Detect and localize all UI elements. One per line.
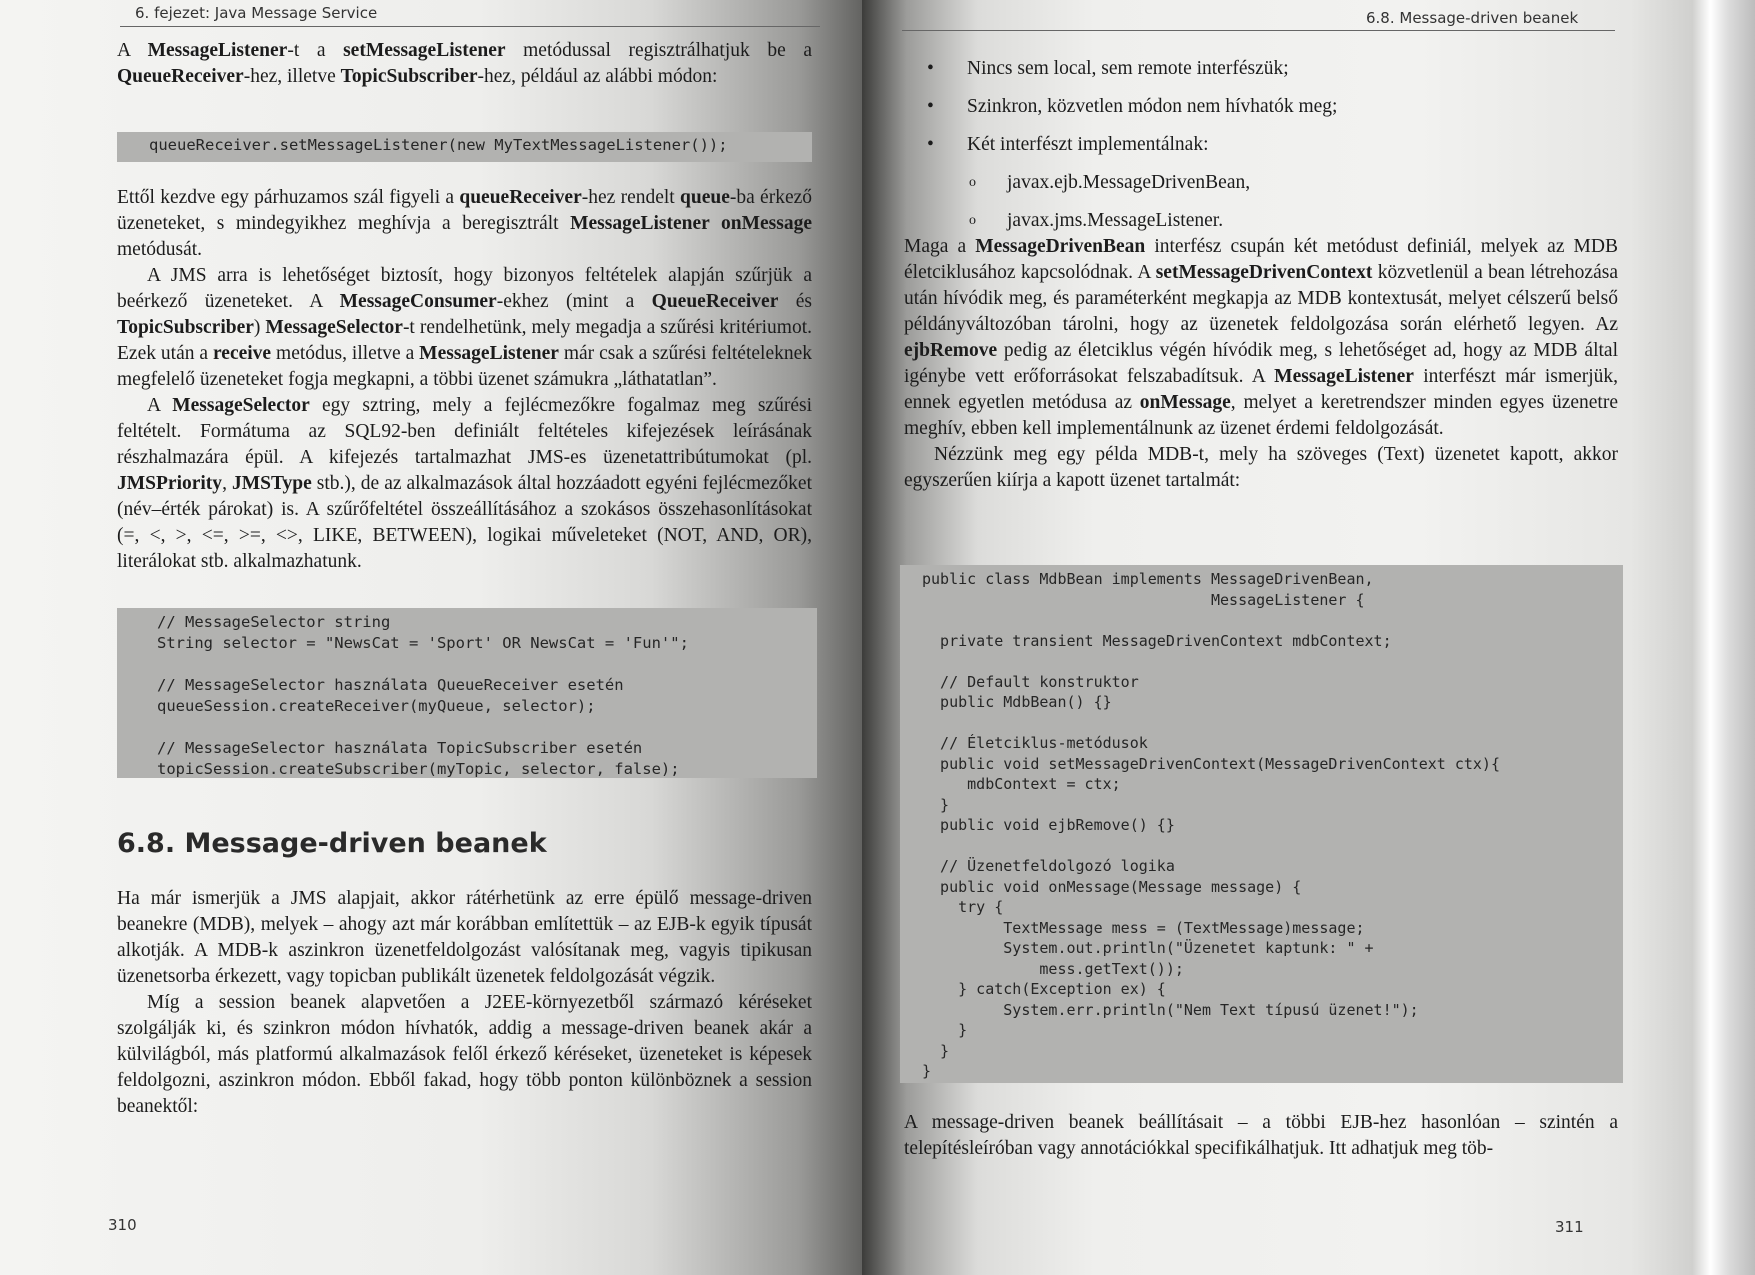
text-run: metódusát. — [117, 239, 203, 260]
paragraph-example-intro — [904, 442, 1618, 494]
text-block-filtering — [117, 185, 812, 575]
text-run: metódussal regisztrálhatjuk be a — [505, 40, 812, 61]
bold-term: JMSPriority — [117, 473, 223, 494]
code-line: } — [922, 1041, 950, 1060]
text-run: Maga a — [904, 236, 976, 257]
code-line: public void onMessage(Message message) { — [922, 877, 1302, 896]
bold-term: QueueReceiver — [651, 291, 779, 312]
text-run: -hez rendelt — [581, 187, 680, 208]
bold-term: queueReceiver — [459, 187, 582, 208]
list-item — [927, 164, 1567, 202]
bold-term: TopicSubscriber — [117, 317, 254, 338]
text-run: interfészt már ismerjük, ennek egyetlen metódusa az — [904, 366, 1619, 413]
header-rule-left — [120, 26, 820, 27]
text-run: Nézzünk meg egy példa MDB-t, mely ha szöveges (Text) üzenetet kapott, akkor egyszerűen kiírja a kapott üzenet tartalmát: — [904, 444, 1618, 491]
code-line — [922, 610, 1623, 631]
text-block-intro — [117, 38, 812, 90]
paragraph-listener-thread — [117, 185, 812, 263]
code-line: public void ejbRemove() {} — [922, 816, 1175, 834]
left-page — [0, 0, 868, 1275]
text-run: metódus, illetve a — [271, 343, 420, 364]
code-line: // Üzenetfeldolgozó logika — [922, 857, 1175, 875]
code-line — [922, 836, 1623, 857]
text-run: A message-driven beanek beállításait – a többi EJB-hez hasonlóan – szintén a telepítésleíróban vagy annotációkkal specifikálhatjuk. Itt adhatjuk meg töb- — [904, 1112, 1618, 1159]
text-run: , — [222, 473, 232, 494]
paragraph-mdb-intro — [117, 886, 812, 990]
paragraph-session-vs-mdb — [117, 990, 812, 1120]
text-block-mdb-interface — [904, 234, 1618, 494]
code-line: System.out.println("Üzenetet kaptunk: " + — [922, 939, 1374, 957]
bold-term: ejbRemove — [904, 340, 998, 361]
bold-term: setMessageListener — [343, 40, 506, 61]
code-line: mdbContext = ctx; — [922, 775, 1121, 793]
code-line: topicSession.createSubscriber(myTopic, selector, false); — [157, 760, 680, 778]
list-item — [927, 126, 1567, 164]
bullet-icon: • — [927, 96, 934, 117]
paragraph-settings — [904, 1110, 1618, 1162]
code-line: try { — [922, 898, 1004, 916]
code-line: mess.getText()); — [922, 959, 1184, 978]
right-page — [862, 0, 1755, 1275]
paragraph-selector-format — [117, 393, 812, 575]
text-run: Míg a session beanek alapvetően a J2EE-környezetből származó kéréseket szolgálják ki, és szinkron módon hívhatók, addig a message-driven beanek akár a külvilágból, más platformú alkalmazások felől érkező kéréseket, üzeneteket is képesek feldolgozni, aszinkron módon. Ebből fakad, hogy több ponton különböznek a session beanektől: — [117, 992, 812, 1117]
text-block-settings — [904, 1110, 1618, 1162]
text-run: -t a — [287, 40, 344, 61]
list-item — [927, 88, 1567, 126]
code-line: public MdbBean() {} — [922, 693, 1112, 711]
code-line: // MessageSelector használata QueueReceiver esetén — [157, 676, 624, 694]
bold-term: queue — [680, 187, 730, 208]
text-run: pedig az életciklus végén hívódik meg, s lehetőséget ad, hogy az MDB által igénybe vett erőforrásokat felszabadítsuk. A — [904, 340, 1618, 387]
code-block-mdb-example — [900, 565, 1623, 1083]
code-line: } catch(Exception ex) { — [922, 980, 1166, 998]
bold-term: MessageConsumer — [339, 291, 497, 312]
text-run: -ba érkező üzeneteket, s mindegyikhez meghívja a beregisztrált — [117, 187, 812, 234]
code-line: public class MdbBean implements MessageDrivenBean, — [922, 570, 1374, 588]
text-run: -ekhez (mint a — [496, 291, 652, 312]
paragraph-message-selector — [117, 263, 812, 393]
text-run: közvetlenül a bean létrehozása után hívódik meg, és paraméterként megkapja az MDB kontextusát, melyet célszerű belső példányváltozóban tárolni, hogy az üzenetek feldolgozása során elérhető legyen. Az — [904, 262, 1618, 335]
code-line: System.err.println("Nem Text típusú üzenet!"); — [922, 1000, 1419, 1019]
paragraph-intro — [117, 38, 812, 90]
bold-term: QueueReceiver — [117, 66, 244, 87]
text-run: A — [147, 395, 173, 416]
code-line — [922, 713, 1623, 734]
page-number-right: 311 — [1555, 1218, 1584, 1236]
code-line: MessageListener { — [922, 590, 1365, 609]
bold-term: MessageDrivenBean — [975, 236, 1146, 257]
bold-term: onMessage — [1139, 392, 1231, 413]
bold-term: MessageSelector — [265, 317, 403, 338]
code-line: queueReceiver.setMessageListener(new MyTextMessageListener()); — [149, 136, 728, 154]
code-line: } — [922, 1062, 932, 1080]
text-run: A JMS arra is lehetőséget biztosít, hogy bizonyos feltételek alapján szűrjük a beérkező üzeneteket. A — [117, 265, 812, 312]
text-run: és — [778, 291, 812, 312]
code-line: } — [922, 1021, 968, 1039]
code-line — [922, 651, 1623, 672]
bold-term: JMSType — [231, 473, 312, 494]
running-head-left: 6. fejezet: Java Message Service — [135, 4, 378, 22]
text-run: már csak a szűrési feltételeknek megfelelő üzeneteket fogja megkapni, a többi üzenet számukra „láthatatlan”. — [117, 343, 813, 390]
list-item-text: Szinkron, közvetlen módon nem hívhatók meg; — [967, 96, 1338, 117]
running-head-right: 6.8. Message-driven beanek — [1366, 9, 1579, 27]
header-rule-right — [902, 30, 1615, 31]
text-run: -hez, illetve — [243, 66, 341, 87]
text-run: Ettől kezdve egy párhuzamos szál figyeli a — [117, 187, 460, 208]
code-line: // Életciklus-metódusok — [922, 734, 1148, 752]
text-run: Ha már ismerjük a JMS alapjait, akkor rátérhetünk az erre épülő message-driven beanekre (MDB), melyek – ahogy azt már korábban említettük – az EJB-k egyik típusát alkotják. A MDB-k aszinkron üzenetfeldolgozást valósítanak meg, vagyis tipikusan üzenetsorba érkezett, vagy topicban publikált üzenetek feldolgozását végzik. — [117, 888, 812, 987]
paragraph-mdb-interface — [904, 234, 1618, 442]
list-item — [927, 50, 1567, 88]
text-run: ) — [253, 317, 266, 338]
text-block-mdb-intro — [117, 886, 812, 1120]
code-block-set-listener — [117, 132, 812, 162]
bold-term: MessageSelector — [172, 395, 310, 416]
text-run: -hez, például az alábbi módon: — [477, 66, 718, 87]
difference-list — [927, 50, 1567, 240]
code-line — [157, 654, 817, 675]
bold-term: MessageListener onMessage — [570, 213, 812, 234]
text-run: -t rendelhetünk, mely megadja a szűrési kritériumot. Ezek után a — [117, 317, 813, 364]
code-line: // MessageSelector string — [157, 613, 391, 631]
page-number-left: 310 — [108, 1216, 137, 1234]
list-item-text: Két interfészt implementálnak: — [967, 134, 1209, 155]
bold-term: MessageListener — [147, 40, 288, 61]
bullet-icon: • — [927, 134, 934, 155]
text-run: , melyet a keretrendszer minden egyes üzenetre meghív, ebben kell implementálnunk az üzenet érdemi feldolgozását. — [904, 392, 1618, 439]
code-block-selector-usage — [117, 608, 817, 778]
text-run: interfész csupán két metódust definiál, melyek az MDB életciklusához kapcsolódnak. A — [904, 236, 1618, 283]
code-line: public void setMessageDrivenContext(MessageDrivenContext ctx){ — [922, 754, 1500, 773]
bold-term: receive — [213, 343, 272, 364]
code-line: queueSession.createReceiver(myQueue, selector); — [157, 697, 596, 715]
list-item-text: Nincs sem local, sem remote interfészük; — [967, 58, 1289, 79]
text-run: A — [117, 40, 148, 61]
code-line — [157, 717, 817, 738]
code-line: } — [922, 795, 950, 814]
list-item-text: javax.jms.MessageListener. — [1007, 210, 1224, 231]
circle-bullet-icon: o — [969, 175, 976, 190]
circle-bullet-icon: o — [969, 213, 976, 228]
list-item-text: javax.ejb.MessageDrivenBean, — [1007, 172, 1251, 193]
bullet-icon: • — [927, 58, 934, 79]
section-title: 6.8. Message-driven beanek — [117, 828, 547, 859]
bold-term: MessageListener — [419, 343, 559, 364]
code-line: // Default konstruktor — [922, 672, 1139, 691]
text-run: egy sztring, mely a fejlécmezőkre fogalmaz meg szűrési feltételt. Formátuma az SQL92-ben definiált feltételes kifejezések leírásának részhalmazára épül. A kifejezés tartalmazhat JMS-es üzenetattribútumokat (pl. — [117, 395, 812, 468]
code-line: private transient MessageDrivenContext mdbContext; — [922, 631, 1392, 650]
bold-term: MessageListener — [1274, 366, 1414, 387]
bold-term: TopicSubscriber — [340, 66, 478, 87]
code-line: String selector = "NewsCat = 'Sport' OR NewsCat = 'Fun'"; — [157, 634, 689, 652]
code-line: // MessageSelector használata TopicSubscriber esetén — [157, 739, 643, 757]
code-line: TextMessage mess = (TextMessage)message; — [922, 918, 1365, 937]
text-run: stb.), de az alkalmazások által hozzáadott egyéni fejlécmezőket (név–érték párokat) is. A szűrőfeltétel összeállításához a szokásos összehasonlításokat (=, <, >, <=, >=, <>, LIKE, BETWEEN), logikai műveleteket (NOT, AND, OR), literálokat stb. alkalmazhatunk. — [117, 473, 812, 572]
bold-term: setMessageDrivenContext — [1155, 262, 1373, 283]
